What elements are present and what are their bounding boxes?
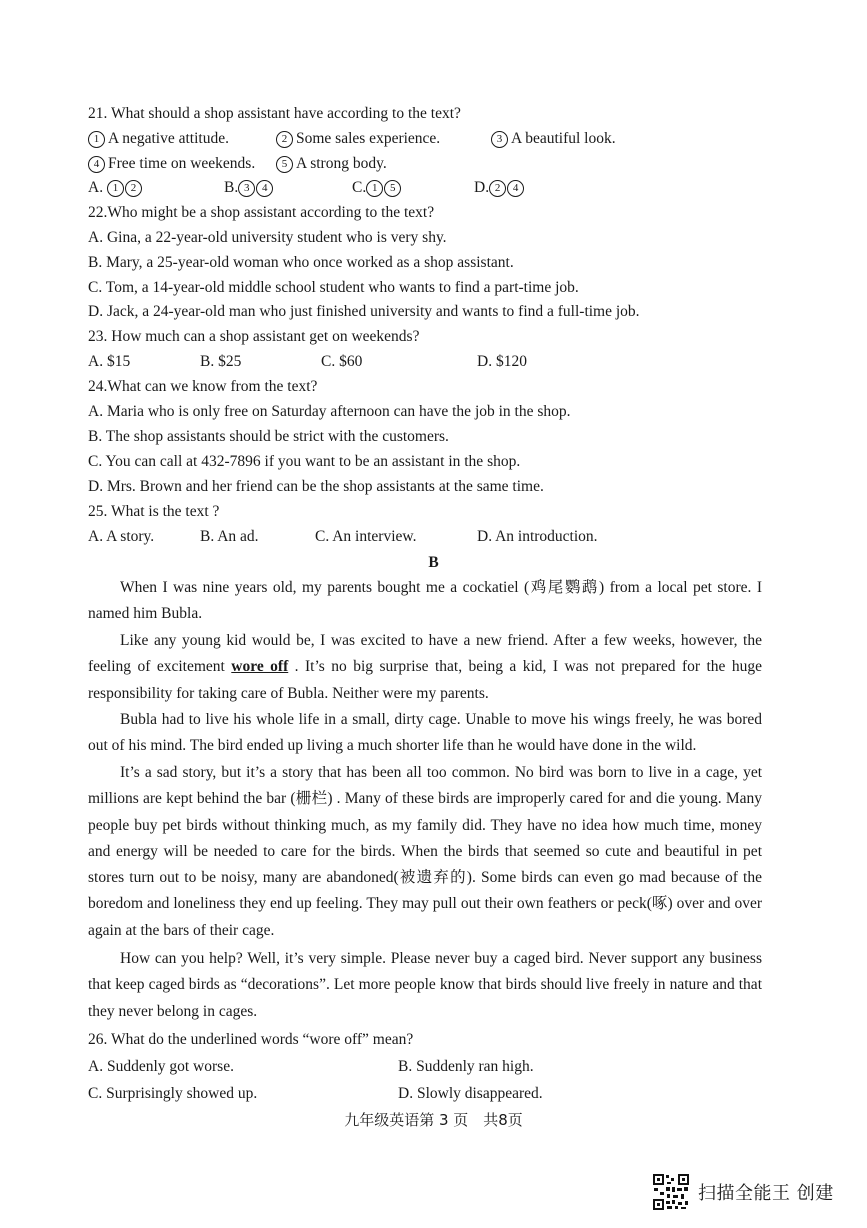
paragraph-text: Like any young kid would be, I was excited to have a new friend. After a few weeks, however, the feeling of excitement	[88, 632, 762, 676]
page-footer: 九年级英语第 3 页 共8页	[344, 1111, 523, 1129]
q24-option-c[interactable]: C. You can call at 432-7896 if you want to be an assistant in the shop.	[88, 453, 521, 470]
q21-item-1	[88, 129, 229, 149]
q21-item-text: Some sales experience.	[296, 130, 441, 147]
q23-option-c[interactable]: C. $60	[321, 353, 363, 370]
circled-number: 2	[489, 180, 506, 197]
q26-option-b[interactable]: B. Suddenly ran high.	[398, 1058, 534, 1075]
q21-item-text: A beautiful look.	[511, 130, 616, 147]
passage-paragraph-3	[88, 707, 762, 760]
circled-number: 5	[276, 156, 293, 173]
q22-option-a[interactable]: A. Gina, a 22-year-old university student who is very shy.	[88, 229, 447, 246]
q23-option-d[interactable]: D. $120	[477, 353, 527, 370]
q23-question: 23. How much can a shop assistant get on weekends?	[88, 328, 420, 345]
passage-paragraph-2	[88, 628, 762, 707]
q21-option-d[interactable]	[474, 178, 525, 198]
qr-code-icon	[652, 1173, 690, 1211]
circled-number: 2	[276, 131, 293, 148]
q21-item-3	[491, 129, 616, 149]
q21-option-c[interactable]	[352, 178, 402, 198]
circled-number: 1	[366, 180, 383, 197]
paragraph-text: It’s a sad story, but it’s a story that has been all too common. No bird was born to live in a cage, yet millions are kept behind the bar (栅栏) . Many of these birds are improperly cared for and die young. Many people buy pet birds without thinking much, as my family did. They have no idea how much time, money and energy will be needed to care for the birds. When the birds that seemed so cute and beautiful in pet stores turn out to be noisy, many are abandoned(被遗弃的). Some birds can even go mad because of the boredom and loneliness they end up feeling. They may pull out their own feathers or peck(啄) over and over again at the bars of their cage.	[88, 764, 762, 939]
paragraph-text: Bubla had to live his whole life in a small, dirty cage. Unable to move his wings freely, he was bored out of his mind. The bird ended up living a much shorter life than he would have done in the wild.	[88, 711, 762, 755]
q24-option-a[interactable]: A. Maria who is only free on Saturday afternoon can have the job in the shop.	[88, 403, 571, 420]
passage-paragraph-4	[88, 760, 762, 944]
passage-paragraph-5	[88, 946, 762, 1025]
circled-number: 3	[238, 180, 255, 197]
q21-option-b[interactable]	[224, 178, 274, 198]
circled-number: 1	[107, 180, 124, 197]
circled-number: 3	[491, 131, 508, 148]
q21-item-5	[276, 154, 387, 174]
q21-item-text: A strong body.	[296, 155, 387, 172]
option-label: B.	[224, 179, 239, 196]
q25-option-d[interactable]: D. An introduction.	[477, 528, 598, 545]
passage-paragraph-1	[88, 575, 762, 628]
paragraph-text: . It’s no big surprise that, being a kid, I was not prepared for the huge responsibility for taking care of Bubla. Neither were my parents.	[88, 658, 762, 702]
watermark-text: 扫描全能王 创建	[698, 1183, 834, 1204]
option-label: C.	[352, 179, 367, 196]
q21-option-a[interactable]	[88, 178, 143, 198]
q23-option-a[interactable]: A. $15	[88, 353, 131, 370]
underlined-words: wore off	[231, 658, 289, 676]
paragraph-text: How can you help? Well, it’s very simple. Please never buy a caged bird. Never support any business that keep caged birds as “decorations”. Let more people know that birds should live freely in nature and that they never belong in cages.	[88, 950, 762, 1020]
q24-option-b[interactable]: B. The shop assistants should be strict with the customers.	[88, 428, 449, 445]
q22-option-d[interactable]: D. Jack, a 24-year-old man who just finished university and wants to find a full-time job.	[88, 303, 640, 320]
circled-number: 5	[384, 180, 401, 197]
circled-number: 2	[125, 180, 142, 197]
q26-question: 26. What do the underlined words “wore off” mean?	[88, 1031, 414, 1048]
q21-item-4	[88, 154, 255, 174]
q26-option-c[interactable]: C. Surprisingly showed up.	[88, 1085, 258, 1102]
paragraph-text: When I was nine years old, my parents bought me a cockatiel (鸡尾鹦鹉) from a local pet store. I named him Bubla.	[88, 579, 762, 623]
q24-question: 24.What can we know from the text?	[88, 378, 318, 395]
q23-option-b[interactable]: B. $25	[200, 353, 242, 370]
q25-option-a[interactable]: A. A story.	[88, 528, 155, 545]
q21-question: 21. What should a shop assistant have according to the text?	[88, 105, 461, 122]
q25-option-c[interactable]: C. An interview.	[315, 528, 417, 545]
q24-option-d[interactable]: D. Mrs. Brown and her friend can be the shop assistants at the same time.	[88, 478, 544, 495]
q26-option-d[interactable]: D. Slowly disappeared.	[398, 1085, 543, 1102]
q22-question: 22.Who might be a shop assistant according to the text?	[88, 204, 435, 221]
q25-question: 25. What is the text ?	[88, 503, 220, 520]
circled-number: 1	[88, 131, 105, 148]
q22-option-b[interactable]: B. Mary, a 25-year-old woman who once worked as a shop assistant.	[88, 254, 514, 271]
q21-item-text: A negative attitude.	[108, 130, 229, 147]
section-heading: B	[428, 554, 439, 571]
circled-number: 4	[507, 180, 524, 197]
option-label: D.	[474, 179, 490, 196]
scanner-watermark	[652, 1172, 834, 1212]
q21-item-2	[276, 129, 440, 149]
q26-option-a[interactable]: A. Suddenly got worse.	[88, 1058, 234, 1075]
circled-number: 4	[256, 180, 273, 197]
q25-option-b[interactable]: B. An ad.	[200, 528, 259, 545]
circled-number: 4	[88, 156, 105, 173]
q22-option-c[interactable]: C. Tom, a 14-year-old middle school student who wants to find a part-time job.	[88, 279, 579, 296]
option-label: A.	[88, 179, 104, 196]
q21-item-text: Free time on weekends.	[108, 155, 256, 172]
